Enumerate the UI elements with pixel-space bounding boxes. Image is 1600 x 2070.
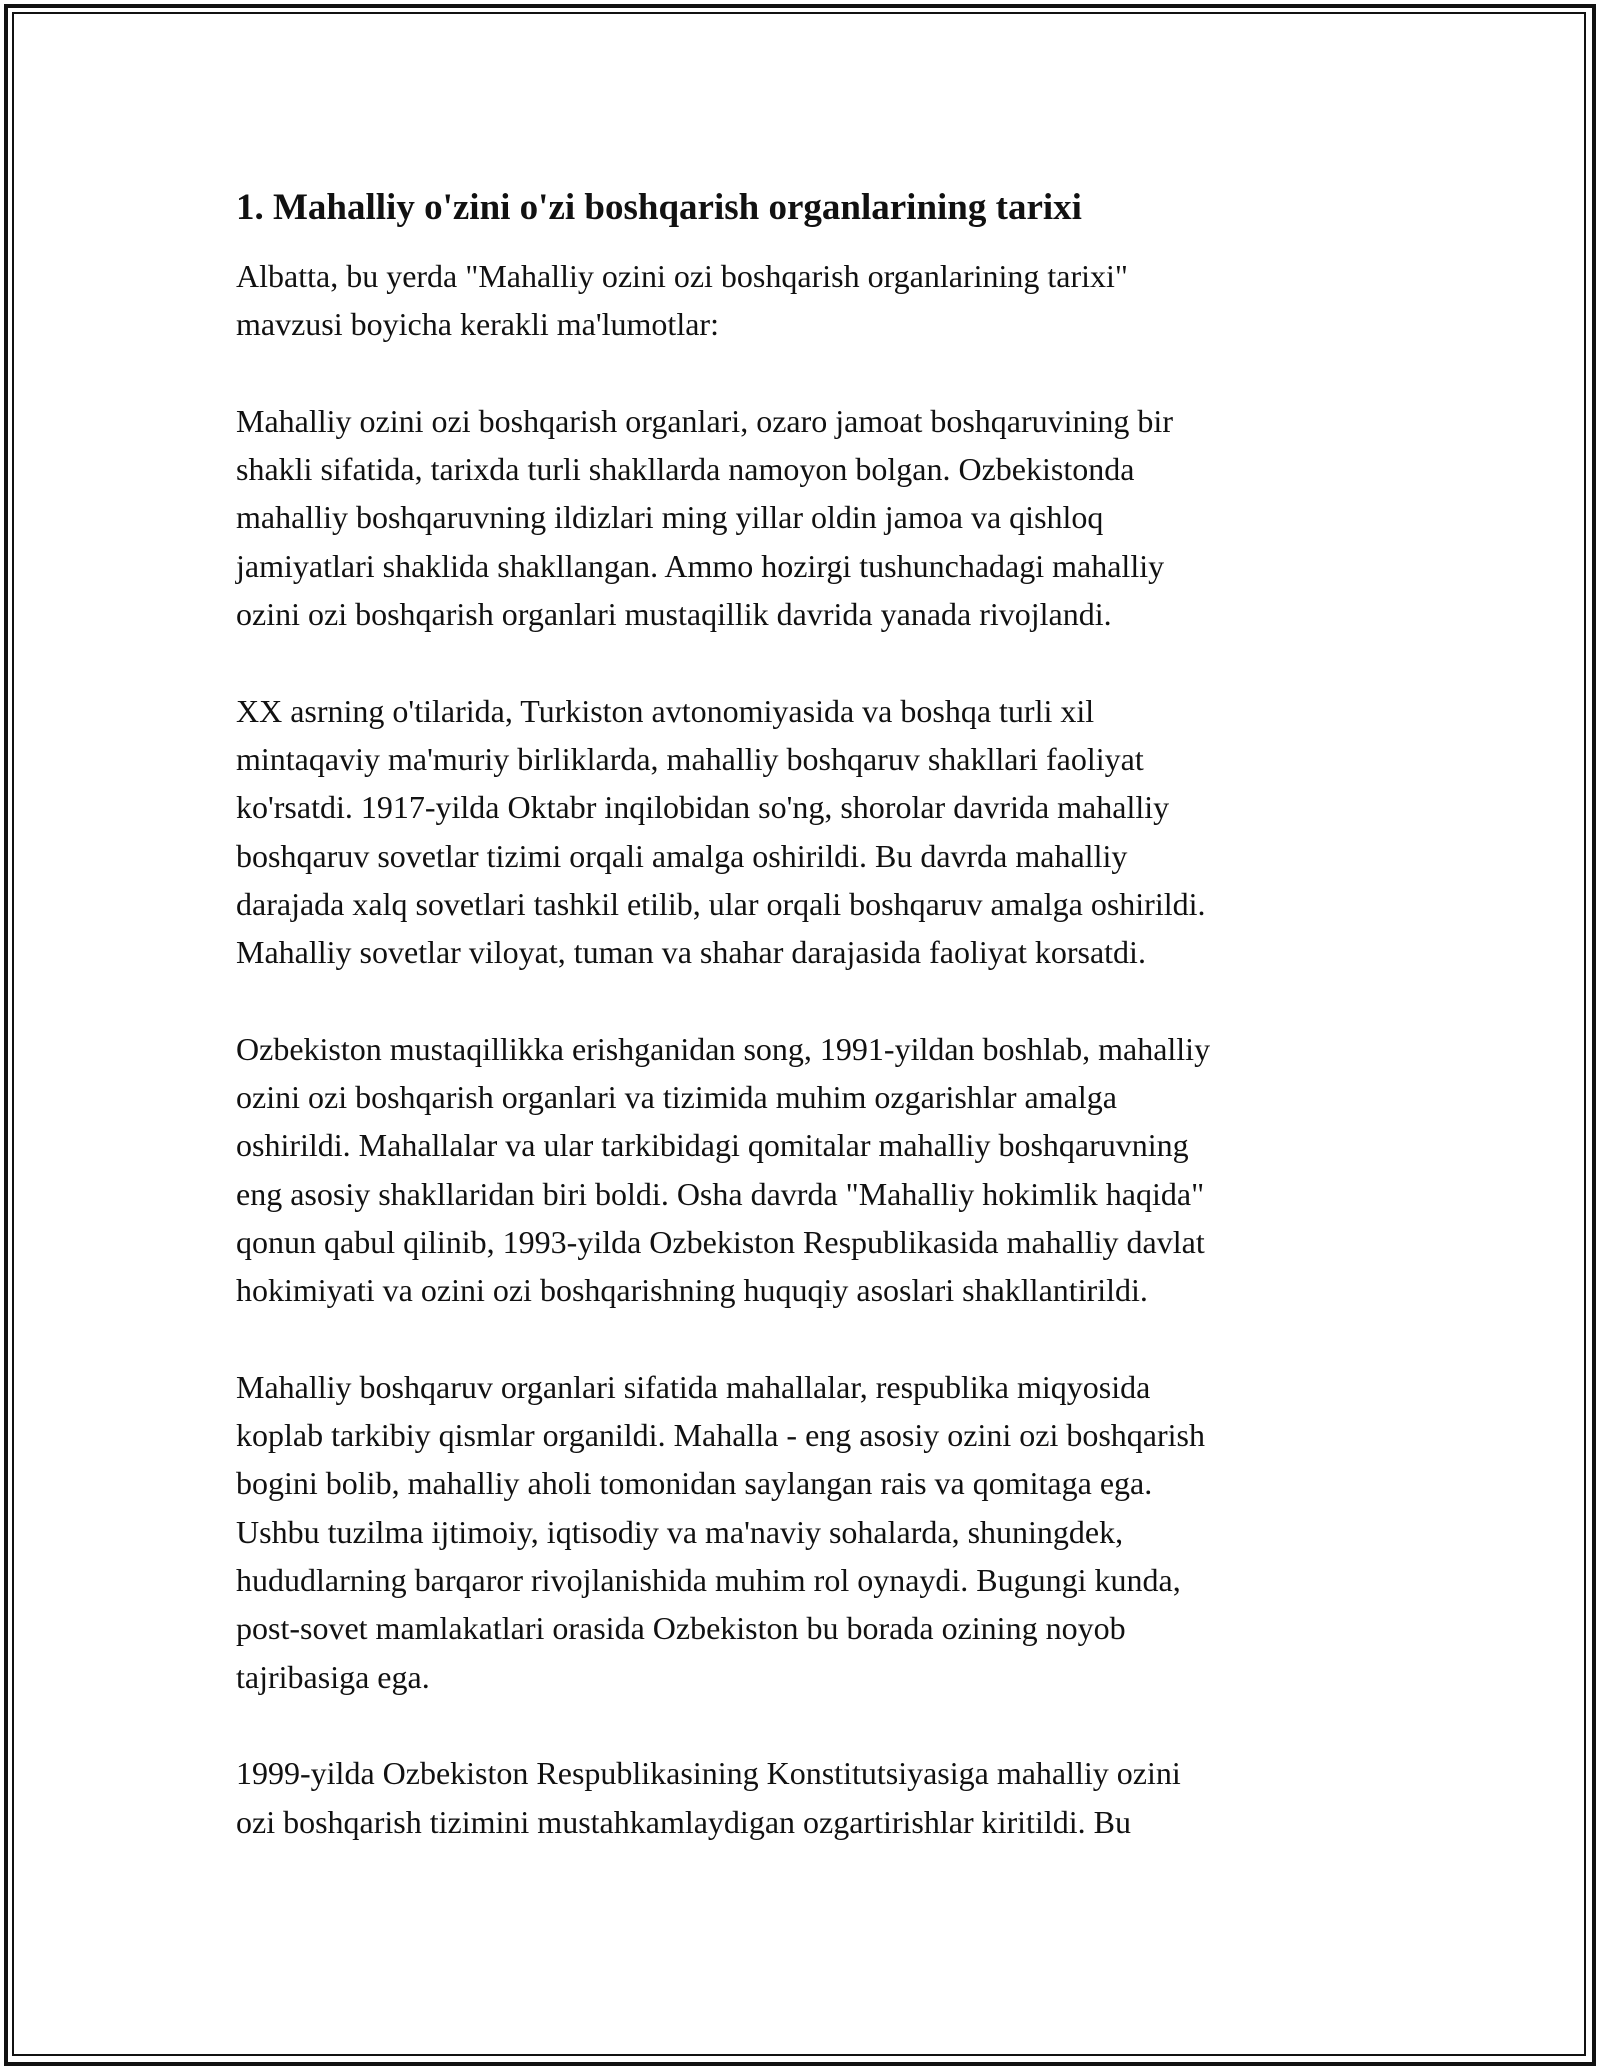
paragraph-origins <box>236 397 1376 638</box>
document-title: 1. Mahalliy o'zini o'zi boshqarish organlarining tarixi <box>236 187 1082 228</box>
text-line: darajada xalq sovetlari tashkil etilib, ular orqali boshqaruv amalga oshirildi. <box>236 885 1206 922</box>
text-line: XX asrning o'tilarida, Turkiston avtonomiyasida va boshqa turli xil <box>236 692 1095 729</box>
text-line: tajribasiga ega. <box>236 1658 430 1695</box>
text-line: eng asosiy shakllaridan biri boldi. Osha davrda "Mahalliy hokimlik haqida" <box>236 1175 1205 1212</box>
text-line: mahalliy boshqaruvning ildizlari ming yillar oldin jamoa va qishloq <box>236 499 1104 536</box>
text-line: ko'rsatdi. 1917-yilda Oktabr inqilobidan so'ng, shorolar davrida mahalliy <box>236 789 1170 826</box>
paragraph-20th-century <box>236 687 1376 977</box>
text-line: koplab tarkibiy qismlar organildi. Mahalla - eng asosiy ozini ozi boshqarish <box>236 1417 1205 1454</box>
text-line: shakli sifatida, tarixda turli shakllarda namoyon bolgan. Ozbekistonda <box>236 451 1135 488</box>
paragraph-constitution <box>236 1749 1376 1846</box>
text-line: mavzusi boyicha kerakli ma'lumotlar: <box>236 306 719 343</box>
paragraph-mahalla <box>236 1363 1376 1701</box>
text-line: Mahalliy boshqaruv organlari sifatida mahallalar, respublika miqyosida <box>236 1368 1151 1405</box>
document-body <box>236 184 1376 1894</box>
text-line: post-sovet mamlakatlari orasida Ozbekiston bu borada ozining noyob <box>236 1610 1126 1647</box>
text-line: 1999-yilda Ozbekiston Respublikasining Konstitutsiyasiga mahalliy ozini <box>236 1755 1181 1792</box>
paragraph-intro <box>236 252 1376 349</box>
paragraph-independence <box>236 1025 1376 1315</box>
text-line: qonun qabul qilinib, 1993-yilda Ozbekiston Respublikasida mahalliy davlat <box>236 1223 1205 1260</box>
text-line: hududlarning barqaror rivojlanishida muhim rol oynaydi. Bugungi kunda, <box>236 1562 1181 1599</box>
text-line: mintaqaviy ma'muriy birliklarda, mahalliy boshqaruv shakllari faoliyat <box>236 740 1144 777</box>
text-line: jamiyatlari shaklida shakllangan. Ammo hozirgi tushunchadagi mahalliy <box>236 547 1165 584</box>
text-line: hokimiyati va ozini ozi boshqarishning huquqiy asoslari shakllantirildi. <box>236 1272 1148 1309</box>
text-line: boshqaruv sovetlar tizimi orqali amalga oshirildi. Bu davrda mahalliy <box>236 837 1128 874</box>
text-line: Albatta, bu yerda "Mahalliy ozini ozi boshqarish organlarining tarixi" <box>236 258 1128 294</box>
text-line: ozini ozi boshqarish organlari mustaqillik davrida yanada rivojlandi. <box>236 596 1112 633</box>
text-line: Mahalliy sovetlar viloyat, tuman va shahar darajasida faoliyat korsatdi. <box>236 934 1146 971</box>
text-line: bogini bolib, mahalliy aholi tomonidan saylangan rais va qomitaga ega. <box>236 1465 1153 1502</box>
text-line: oshirildi. Mahallalar va ular tarkibidagi qomitalar mahalliy boshqaruvning <box>236 1127 1189 1164</box>
text-line: Mahalliy ozini ozi boshqarish organlari, ozaro jamoat boshqaruvining bir <box>236 402 1173 439</box>
text-line: Ozbekiston mustaqillikka erishganidan song, 1991-yildan boshlab, mahalliy <box>236 1030 1211 1067</box>
text-line: ozini ozi boshqarish organlari va tizimida muhim ozgarishlar amalga <box>236 1079 1117 1116</box>
text-line: Ushbu tuzilma ijtimoiy, iqtisodiy va ma'naviy sohalarda, shuningdek, <box>236 1513 1124 1550</box>
text-line: ozi boshqarish tizimini mustahkamlaydigan ozgartirishlar kiritildi. Bu <box>236 1803 1131 1840</box>
